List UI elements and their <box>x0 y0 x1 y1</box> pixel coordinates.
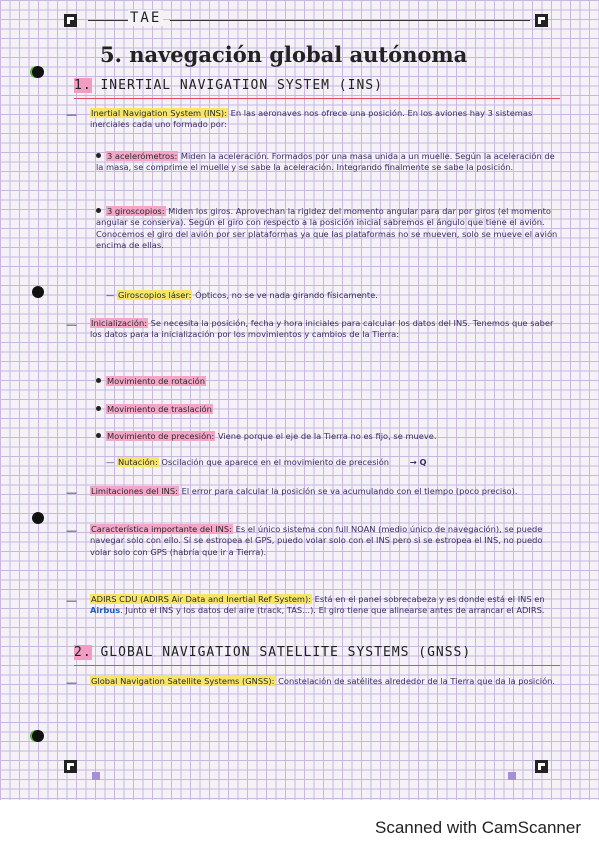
key-term: ADIRS CDU (ADIRS Air Data and Inertial Ref System): <box>91 594 312 604</box>
corner-square-icon <box>92 772 100 780</box>
bullet-precession <box>96 431 560 442</box>
corner-marker-top-right <box>535 14 548 27</box>
bullet-icon <box>96 153 101 158</box>
dash-marker: — <box>66 108 77 121</box>
dash-marker: — <box>66 318 77 331</box>
paragraph-text: En las aeronaves nos ofrece una posición. En los aviones hay 3 sistemas inerciales cada uno formado por: <box>90 108 533 130</box>
earth-arrow-icon: → Q <box>409 457 427 467</box>
sub-item-nutation: — Nutación: Oscilación que aparece en el movimiento de precesión → Q <box>106 457 427 467</box>
section-2-heading <box>74 645 471 660</box>
key-term: Característica importante del INS: <box>91 524 232 534</box>
bullet-accelerometers <box>96 151 560 174</box>
bullet-icon <box>96 208 101 213</box>
paragraph-text: Es el único sistema con full NOAN (medio único de navegación), se puede navegar solo con ello. Si se estropea el GPS, puedo volar solo con el INS pero si se estropea el INS, no puedo volar solo con GPS (habría que ir a Tierra). <box>90 524 543 557</box>
sub-item-laser-gyroscopes: — Giroscopios láser: Ópticos, no se ve nada girando físicamente. <box>106 290 378 300</box>
section-2-label: GLOBAL NAVIGATION SATELLITE SYSTEMS (GNSS) <box>100 645 472 660</box>
section-1-label: INERTIAL NAVIGATION SYSTEM (INS) <box>100 78 383 93</box>
key-term: Global Navigation Satellite Systems (GNSS): <box>91 676 275 686</box>
key-term: Inertial Navigation System (INS): <box>91 108 227 118</box>
paragraph-text: El error para calcular la posición se va acumulando con el tiempo (poco preciso). <box>178 486 518 496</box>
paragraph-text: Constelación de satélites alrededor de la Tierra que da la posición. <box>275 676 556 686</box>
key-term: 3 giroscopios: <box>107 206 165 216</box>
bullet-gyroscopes <box>96 206 560 252</box>
brand-name: Airbus <box>90 605 121 616</box>
paragraph-key-feature <box>90 524 560 558</box>
scanner-watermark: Scanned with CamScanner <box>374 818 581 837</box>
paragraph-text: Está en el panel sobrecabeza y es donde está el INS en <box>312 594 545 604</box>
header-tag: TAE <box>130 10 162 26</box>
bullet-icon <box>96 378 101 383</box>
dash-marker: — <box>66 676 77 689</box>
key-term: Limitaciones del INS: <box>91 486 178 496</box>
binder-hole-icon <box>32 66 44 78</box>
key-term: Giroscopios láser: <box>117 290 192 300</box>
bullet-translation <box>96 404 566 415</box>
key-term: Nutación: <box>117 457 158 467</box>
binder-hole-icon <box>32 730 44 742</box>
paragraph-text: . Junto el INS y los datos del aire (track, TAS...). El giro tiene que alinearse antes de arrancar el ADIRS. <box>120 605 545 616</box>
key-term: Inicialización: <box>91 318 148 328</box>
paragraph-ins <box>90 108 560 131</box>
dash-marker: — <box>66 524 77 537</box>
section-1-heading <box>74 78 383 93</box>
section-1-number: 1. <box>74 78 92 93</box>
corner-marker-top-left <box>64 14 77 27</box>
bullet-icon <box>96 406 101 411</box>
bullet-text: Miden la aceleración. Formados por una masa unida a un muelle. Según la aceleración de la masa, se comprime el muelle y se sabe la aceleración. Integrando finalmente se sabe la posición. <box>96 151 555 173</box>
dash-marker: — <box>66 594 77 607</box>
bullet-icon <box>96 433 101 438</box>
bullet-text: Miden los giros. Aprovechan la rigidez del momento angular para dar por giros (el momento angular se conserva). Según el giro con respecto a la posición inicial sabremos el ángulo que tiene el avión. Conocemos el giro del avión por ser plataformas ya que las plataformas no se mueven, solo se mueve el avión encima de ellas. <box>96 206 558 251</box>
page-title: 5. navegación global autónoma <box>100 42 468 67</box>
key-term: 3 acelerómetros: <box>107 151 178 161</box>
paragraph-text: Se necesita la posición, fecha y hora iniciales para calcular los datos del INS. Tenemos que saber los datos para la inicialización por los movimientos y cambios de la Tierra: <box>90 318 554 340</box>
header-rule <box>170 20 530 21</box>
sub-item-text: Oscilación que aparece en el movimiento de precesión <box>158 457 390 467</box>
paragraph-gnss <box>90 676 560 687</box>
corner-marker-bottom-right <box>535 760 548 773</box>
header-rule <box>88 20 128 21</box>
corner-square-icon <box>508 772 516 780</box>
bullet-text: Viene porque el eje de la Tierra no es fijo, se mueve. <box>215 431 437 441</box>
binder-hole-icon <box>32 286 44 298</box>
sub-item-text: Ópticos, no se ve nada girando físicamente. <box>192 290 378 300</box>
paragraph-initialization <box>90 318 560 341</box>
section-2-number: 2. <box>74 645 92 660</box>
binder-hole-icon <box>32 512 44 524</box>
section-divider <box>74 665 560 666</box>
bullet-rotation <box>96 376 566 387</box>
dash-marker: — <box>66 486 77 499</box>
section-divider <box>74 98 560 99</box>
key-term: Movimiento de precesión: <box>107 431 215 441</box>
corner-marker-bottom-left <box>64 760 77 773</box>
bullet-text: Movimiento de traslación <box>107 404 212 414</box>
paragraph-adirs <box>90 594 560 617</box>
paragraph-limitations <box>90 486 560 497</box>
bullet-text: Movimiento de rotación <box>107 376 206 386</box>
